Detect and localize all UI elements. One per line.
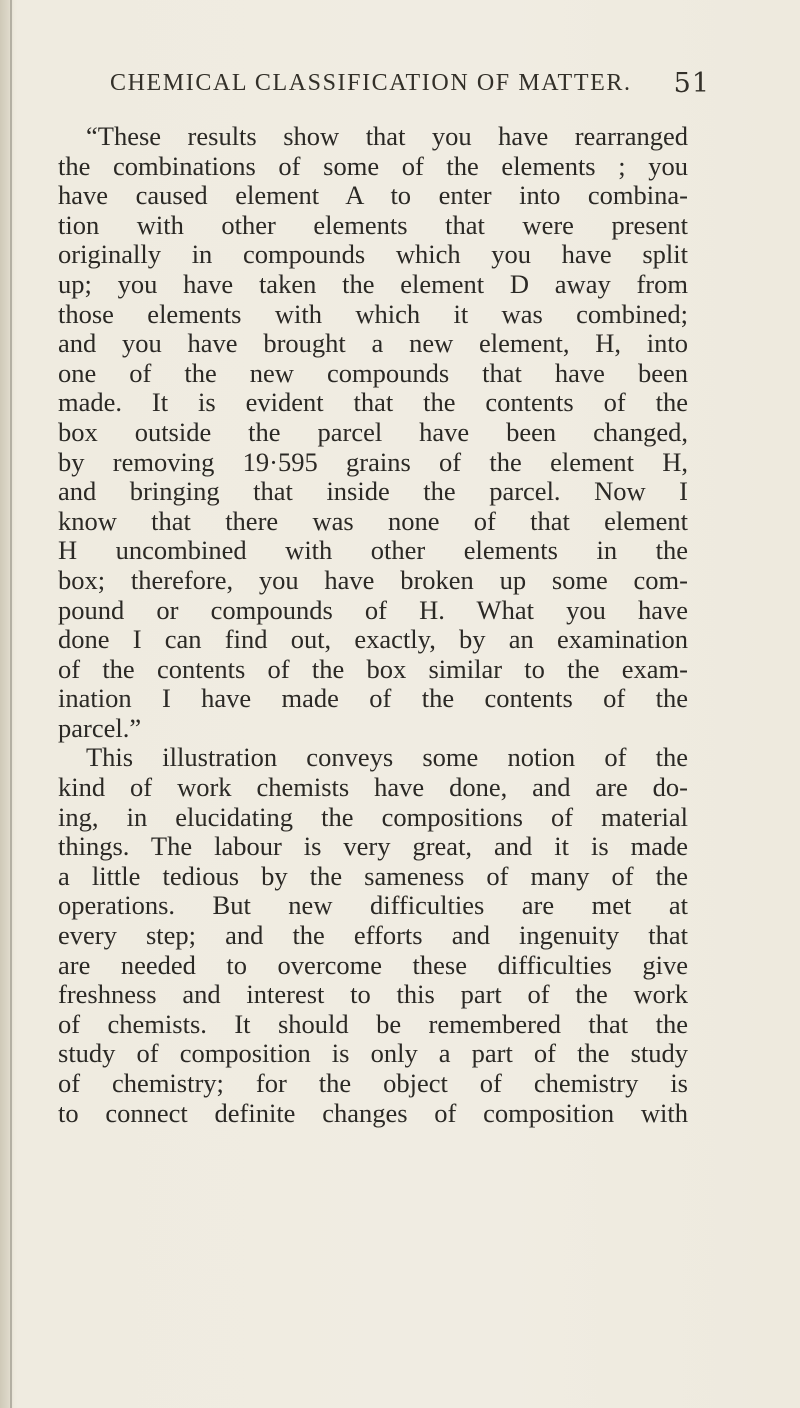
- text-line: pound or compounds of H. What you have: [58, 595, 688, 625]
- text-line: are needed to overcome these difficulties give: [58, 950, 688, 980]
- text-line: one of the new compounds that have been: [58, 358, 688, 388]
- page-number: 51: [673, 68, 710, 99]
- text-line: a little tedious by the sameness of many of the: [58, 861, 688, 891]
- text-line: of chemistry; for the object of chemistry is: [58, 1069, 688, 1098]
- text-line: have caused element A to enter into combina-: [58, 181, 688, 211]
- text-line: kind of work chemists have done, and are do-: [58, 773, 688, 803]
- text-line: operations. But new difficulties are met at: [58, 891, 688, 921]
- body-text: [58, 122, 688, 1128]
- text-line: study of composition is only a part of the study: [58, 1039, 688, 1069]
- text-line: of chemists. It should be remembered that the: [58, 1009, 688, 1039]
- text-line: of the contents of the box similar to the exam-: [58, 654, 688, 684]
- text-line: every step; and the efforts and ingenuity that: [58, 921, 688, 951]
- text-line: box; therefore, you have broken up some com-: [58, 565, 688, 595]
- text-line: tion with other elements that were present: [58, 210, 688, 240]
- text-line: parcel.”: [58, 713, 142, 743]
- running-head-title: CHEMICAL CLASSIFICATION OF MATTER.: [110, 70, 632, 96]
- text-line: by removing 19·595 grains of the element H,: [58, 447, 688, 477]
- text-line: and bringing that inside the parcel. Now I: [58, 477, 688, 507]
- text-line: to connect definite changes of composition with: [58, 1098, 688, 1128]
- page-binding-line: [10, 0, 12, 1408]
- text-line: ination I have made of the contents of the: [58, 684, 688, 714]
- text-line: “These results show that you have rearranged: [86, 122, 688, 151]
- text-line: the combinations of some of the elements ; you: [58, 151, 688, 181]
- text-line: know that there was none of that element: [58, 506, 688, 536]
- text-line: up; you have taken the element D away from: [58, 269, 688, 299]
- text-line: things. The labour is very great, and it is made: [58, 832, 688, 862]
- text-line: This illustration conveys some notion of the: [86, 743, 688, 773]
- text-line: originally in compounds which you have split: [58, 240, 688, 270]
- text-line: ing, in elucidating the compositions of material: [58, 802, 688, 832]
- text-line: and you have brought a new element, H, into: [58, 329, 688, 359]
- running-head: [110, 70, 710, 110]
- text-line: box outside the parcel have been changed,: [58, 417, 688, 447]
- text-line: done I can find out, exactly, by an examination: [58, 625, 688, 655]
- text-line: those elements with which it was combined;: [58, 299, 688, 329]
- text-line: H uncombined with other elements in the: [58, 536, 688, 566]
- text-line: freshness and interest to this part of the work: [58, 980, 688, 1010]
- text-line: made. It is evident that the contents of the: [58, 388, 688, 418]
